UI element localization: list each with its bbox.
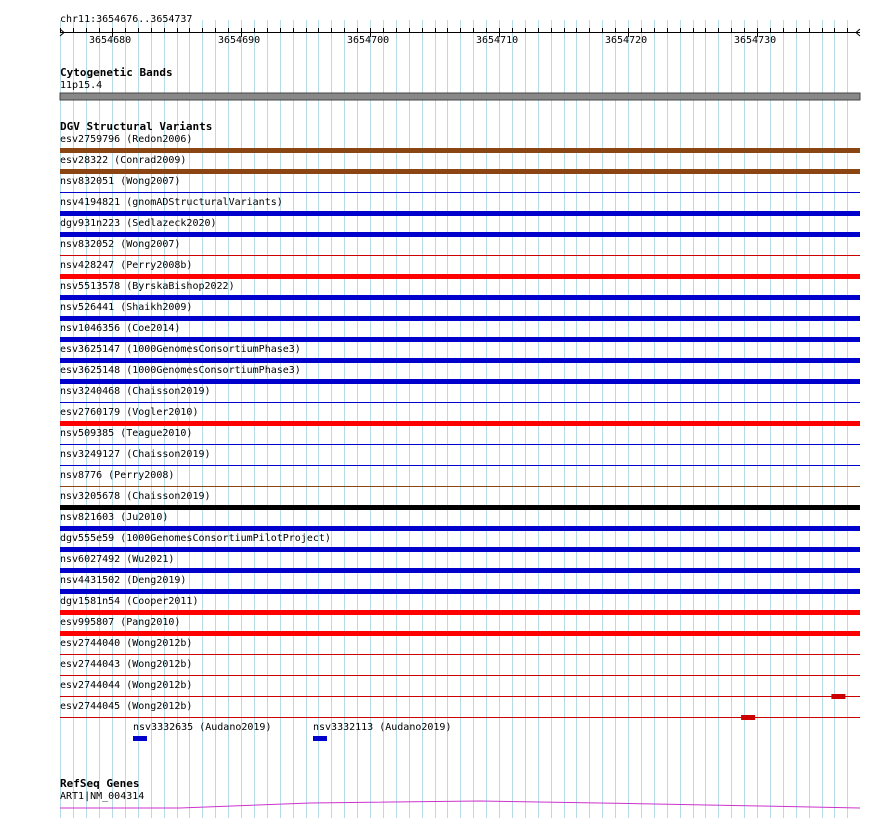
dgv-variant-bar[interactable] xyxy=(60,274,860,279)
dgv-variant-label: esv28322 (Conrad2009) xyxy=(60,155,187,166)
dgv-variant-bar[interactable] xyxy=(60,568,860,573)
dgv-variant-label: esv2744045 (Wong2012b) xyxy=(60,701,193,712)
dgv-variant-label: nsv428247 (Perry2008b) xyxy=(60,260,193,271)
dgv-variant-label: esv2760179 (Vogler2010) xyxy=(60,407,199,418)
dgv-variant-label: esv2744043 (Wong2012b) xyxy=(60,659,193,670)
dgv-variant-label: esv2744044 (Wong2012b) xyxy=(60,680,193,691)
dgv-variant-label: nsv1046356 (Coe2014) xyxy=(60,323,181,334)
dgv-variant-label: esv3625147 (1000GenomesConsortiumPhase3) xyxy=(60,344,301,355)
dgv-variant-bar[interactable] xyxy=(60,148,860,153)
dgv-variant-bar[interactable] xyxy=(60,379,860,384)
dgv-variant-label: nsv509385 (Teague2010) xyxy=(60,428,193,439)
dgv-extra-block[interactable] xyxy=(133,736,147,741)
dgv-variant-bar[interactable] xyxy=(60,421,860,426)
dgv-variant-bar[interactable] xyxy=(60,589,860,594)
dgv-variant-label: dgv555e59 (1000GenomesConsortiumPilotProject) xyxy=(60,533,331,544)
dgv-variant-label: nsv821603 (Ju2010) xyxy=(60,512,169,523)
ruler-tick-label: 3654680 xyxy=(89,35,132,46)
dgv-variant-label: esv2744040 (Wong2012b) xyxy=(60,638,193,649)
dgv-variant-bar[interactable] xyxy=(60,295,860,300)
dgv-variant-block[interactable] xyxy=(741,715,755,720)
dgv-extra-block[interactable] xyxy=(313,736,327,741)
ruler-arrow-right xyxy=(856,29,860,33)
dgv-variant-label: esv2759796 (Redon2006) xyxy=(60,134,193,145)
dgv-track-title: DGV Structural Variants xyxy=(60,120,213,133)
dgv-variant-bar[interactable] xyxy=(60,232,860,237)
dgv-variant-label: nsv6027492 (Wu2021) xyxy=(60,554,175,565)
dgv-variant-bar[interactable] xyxy=(60,316,860,321)
dgv-variant-bar[interactable] xyxy=(60,358,860,363)
dgv-extra-label: nsv3332635 (Audano2019) xyxy=(133,722,272,733)
cyto-band-bar[interactable] xyxy=(60,93,860,100)
dgv-variant-label: nsv3240468 (Chaisson2019) xyxy=(60,386,211,397)
dgv-variant-label: nsv5513578 (ByrskaBishop2022) xyxy=(60,281,235,292)
dgv-variant-bar[interactable] xyxy=(60,211,860,216)
dgv-variant-label: dgv1581n54 (Cooper2011) xyxy=(60,596,199,607)
ruler-tick-label: 3654730 xyxy=(734,35,777,46)
refseq-gene-label: ART1|NM_004314 xyxy=(60,791,145,802)
dgv-variant-bar[interactable] xyxy=(60,610,860,615)
ruler-arrow-right xyxy=(856,33,860,37)
dgv-variant-label: esv3625148 (1000GenomesConsortiumPhase3) xyxy=(60,365,301,376)
dgv-variant-label: nsv4194821 (gnomADStructuralVariants) xyxy=(60,197,283,208)
dgv-variant-label: nsv3205678 (Chaisson2019) xyxy=(60,491,211,502)
dgv-variant-label: esv995807 (Pang2010) xyxy=(60,617,181,628)
dgv-variant-label: nsv832052 (Wong2007) xyxy=(60,239,181,250)
dgv-variant-bar[interactable] xyxy=(60,505,860,510)
dgv-variant-label: dgv931n223 (Sedlazeck2020) xyxy=(60,218,217,229)
dgv-variant-label: nsv526441 (Shaikh2009) xyxy=(60,302,193,313)
dgv-variant-label: nsv4431502 (Deng2019) xyxy=(60,575,187,586)
dgv-extra-label: nsv3332113 (Audano2019) xyxy=(313,722,452,733)
dgv-variant-label: nsv832051 (Wong2007) xyxy=(60,176,181,187)
dgv-variant-bar[interactable] xyxy=(60,337,860,342)
ruler-tick-label: 3654690 xyxy=(218,35,261,46)
dgv-variant-label: nsv8776 (Perry2008) xyxy=(60,470,175,481)
dgv-variant-bar[interactable] xyxy=(60,526,860,531)
dgv-variant-bar[interactable] xyxy=(60,169,860,174)
cyto-band-label: 11p15.4 xyxy=(60,80,103,91)
dgv-variant-bar[interactable] xyxy=(60,547,860,552)
cyto-track-title: Cytogenetic Bands xyxy=(60,66,173,79)
ruler-tick-label: 3654700 xyxy=(347,35,390,46)
dgv-variant-block[interactable] xyxy=(831,694,845,699)
ruler-tick-label: 3654720 xyxy=(605,35,648,46)
refseq-track-title: RefSeq Genes xyxy=(60,777,140,790)
dgv-variant-bar[interactable] xyxy=(60,631,860,636)
dgv-variant-label: nsv3249127 (Chaisson2019) xyxy=(60,449,211,460)
ruler-tick-label: 3654710 xyxy=(476,35,519,46)
position-label: chr11:3654676..3654737 xyxy=(60,14,193,25)
